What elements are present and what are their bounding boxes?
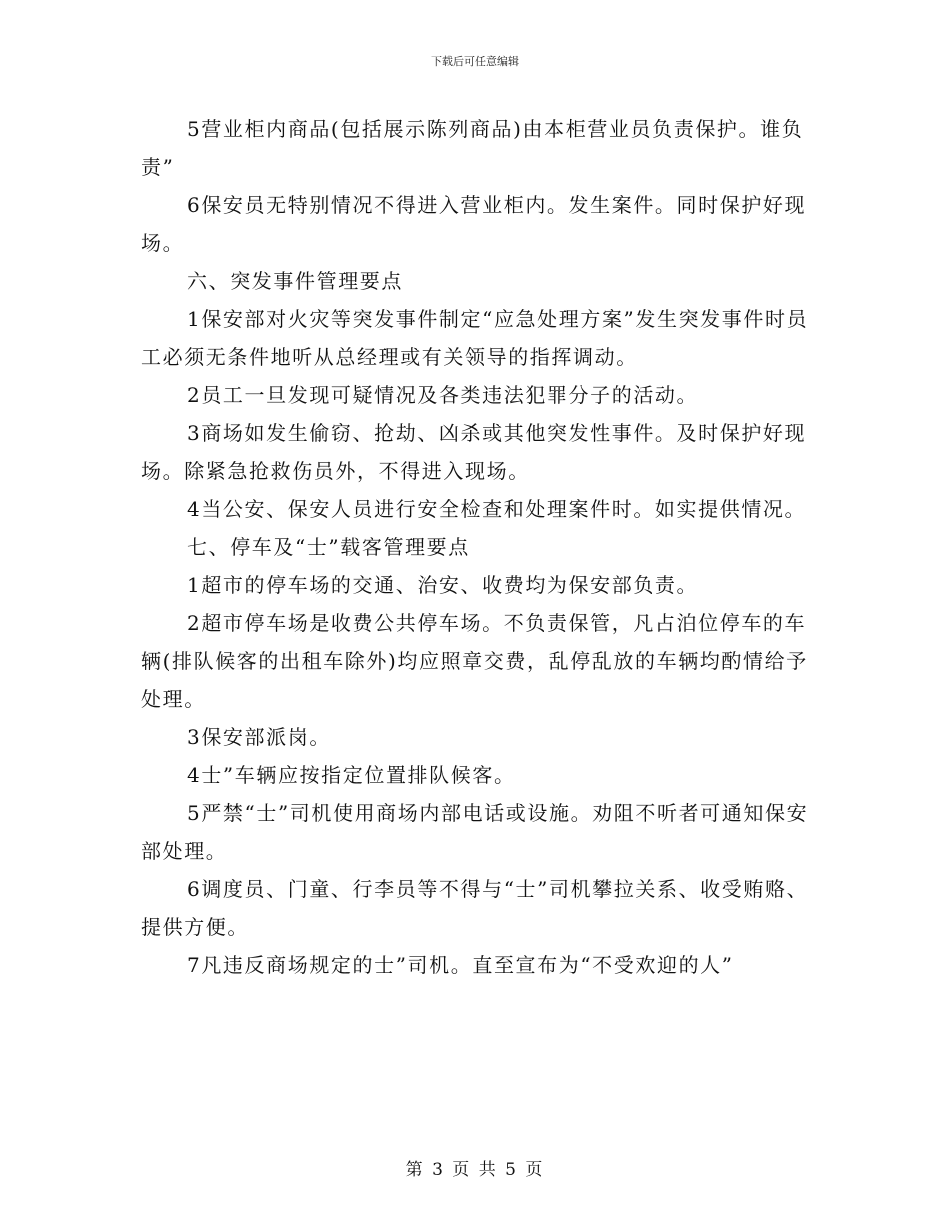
- paragraph: 3商场如发生偷窃、抢劫、凶杀或其他突发性事件。及时保护好现场。除紧急抢救伤员外，不得进入现场。: [141, 421, 807, 483]
- paragraph: 1保安部对火灾等突发事件制定“应急处理方案”发生突发事件时员工必须无条件地听从总经理或有关领导的指挥调动。: [141, 307, 809, 369]
- paragraph: 4当公安、保安人员进行安全检查和处理案件时。如实提供情况。: [187, 497, 807, 521]
- document-body: [141, 110, 811, 984]
- paragraph: 3保安部派岗。: [187, 725, 331, 749]
- section-heading: 六、突发事件管理要点: [187, 269, 403, 293]
- paragraph: 1超市的停车场的交通、治安、收费均为保安部负责。: [187, 573, 699, 597]
- section-heading: 七、停车及“士”载客管理要点: [187, 535, 470, 559]
- paragraph: 2员工一旦发现可疑情况及各类违法犯罪分子的活动。: [187, 383, 699, 407]
- page-footer: 第 3 页 共 5 页: [405, 1160, 545, 1180]
- paragraph: 4士”车辆应按指定位置排队候客。: [187, 763, 516, 787]
- paragraph: 5严禁“士”司机使用商场内部电话或设施。劝阻不听者可通知保安部处理。: [141, 801, 809, 863]
- paragraph: 6保安员无特别情况不得进入营业柜内。发生案件。同时保护好现场。: [141, 193, 807, 255]
- paragraph: 6调度员、门童、行李员等不得与“士”司机攀拉关系、收受贿赂、提供方便。: [141, 877, 809, 939]
- page-header: 下载后可任意编辑: [431, 55, 519, 68]
- paragraph: 2超市停车场是收费公共停车场。不负责保管，凡占泊位停车的车辆(排队候客的出租车除外)均应照章交费，乱停乱放的车辆均酌情给予处理。: [141, 611, 808, 711]
- paragraph: 5营业柜内商品(包括展示陈列商品)由本柜营业员负责保护。谁负责”: [141, 117, 804, 179]
- paragraph: 7凡违反商场规定的士”司机。直至宣布为“不受欢迎的人”: [187, 953, 734, 977]
